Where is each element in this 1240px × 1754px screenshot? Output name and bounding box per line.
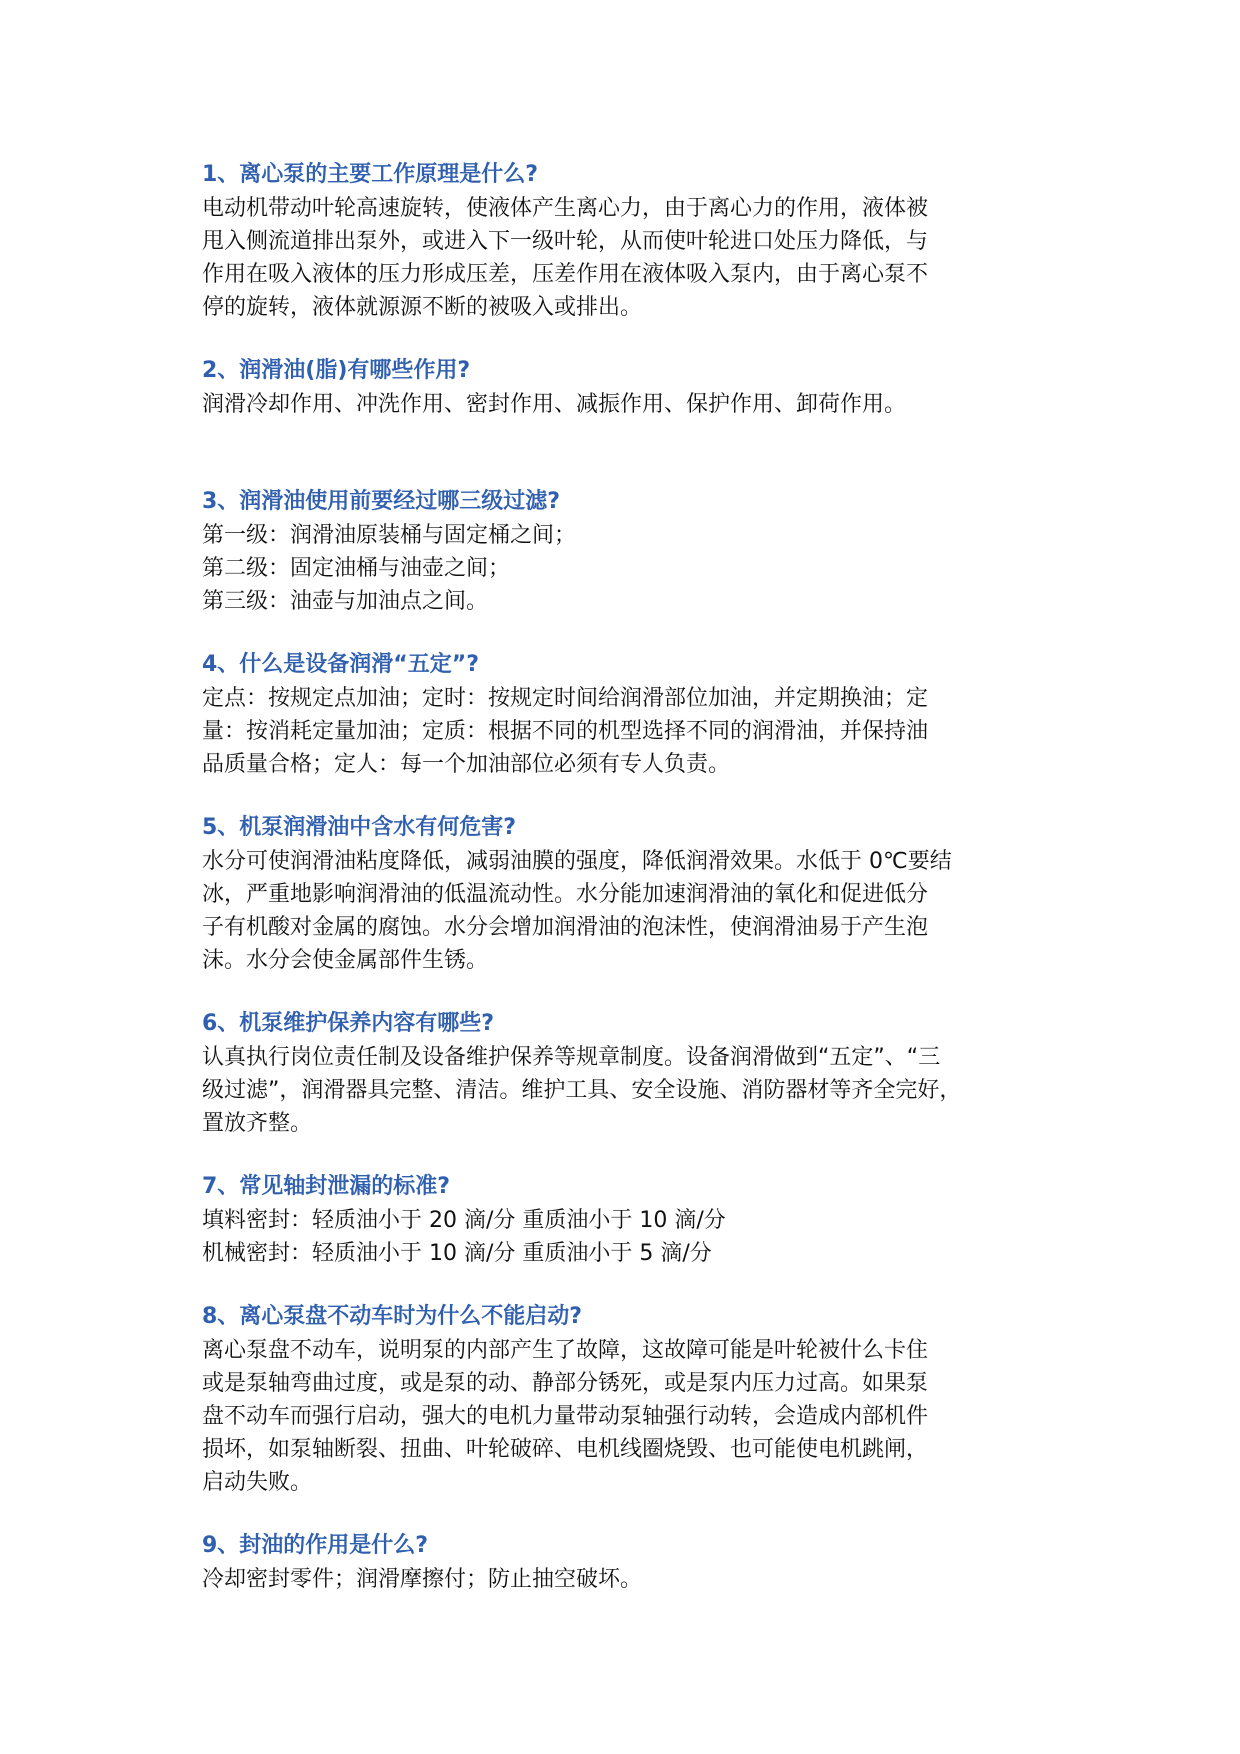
qa-item-1 xyxy=(202,158,1062,324)
answer-text xyxy=(202,388,1062,421)
answer-line: 量：按消耗定量加油；定质：根据不同的机型选择不同的润滑油，并保持油 xyxy=(202,719,929,744)
question-heading: 4、什么是设备润滑“五定”? xyxy=(202,652,479,677)
answer-line: 置放齐整。 xyxy=(202,1111,313,1136)
answer-line: 第一级：润滑油原装桶与固定桶之间； xyxy=(202,523,577,548)
question-heading: 3、润滑油使用前要经过哪三级过滤? xyxy=(202,489,561,514)
answer-line: 润滑冷却作用、冲洗作用、密封作用、减振作用、保护作用、卸荷作用。 xyxy=(202,392,907,417)
qa-item-7 xyxy=(202,1170,1062,1270)
question-heading: 9、封油的作用是什么? xyxy=(202,1533,429,1558)
answer-line: 认真执行岗位责任制及设备维护保养等规章制度。设备润滑做到“五定”、“三 xyxy=(202,1045,941,1070)
answer-line: 第三级：油壶与加油点之间。 xyxy=(202,589,489,614)
answer-line: 甩入侧流道排出泵外，或进入下一级叶轮，从而使叶轮进口处压力降低，与 xyxy=(202,229,929,254)
question-heading: 8、离心泵盘不动车时为什么不能启动? xyxy=(202,1304,583,1329)
answer-line: 沫。水分会使金属部件生锈。 xyxy=(202,948,489,973)
answer-line: 机械密封：轻质油小于 10 滴/分 重质油小于 5 滴/分 xyxy=(202,1241,712,1266)
question-heading: 5、机泵润滑油中含水有何危害? xyxy=(202,815,517,840)
qa-item-4 xyxy=(202,648,1062,781)
qa-item-5 xyxy=(202,811,1062,977)
qa-item-3 xyxy=(202,485,1062,618)
question-heading: 7、常见轴封泄漏的标准? xyxy=(202,1174,451,1199)
answer-text xyxy=(202,1563,1062,1596)
answer-text xyxy=(202,519,1062,618)
qa-item-9 xyxy=(202,1529,1062,1596)
question-heading: 2、润滑油(脂)有哪些作用? xyxy=(202,358,471,383)
answer-text xyxy=(202,192,1062,324)
qa-item-8 xyxy=(202,1300,1062,1499)
answer-line: 定点：按规定点加油；定时：按规定时间给润滑部位加油，并定期换油；定 xyxy=(202,686,929,711)
answer-text xyxy=(202,682,1062,781)
answer-text xyxy=(202,845,1062,977)
answer-line: 作用在吸入液体的压力形成压差，压差作用在液体吸入泵内，由于离心泵不 xyxy=(202,262,929,287)
answer-line: 子有机酸对金属的腐蚀。水分会增加润滑油的泡沫性，使润滑油易于产生泡 xyxy=(202,915,929,940)
answer-line: 电动机带动叶轮高速旋转，使液体产生离心力，由于离心力的作用，液体被 xyxy=(202,196,929,221)
answer-line: 或是泵轴弯曲过度，或是泵的动、静部分锈死，或是泵内压力过高。如果泵 xyxy=(202,1371,929,1396)
answer-line: 品质量合格；定人：每一个加油部位必须有专人负责。 xyxy=(202,752,731,777)
qa-item-2 xyxy=(202,354,1062,421)
answer-line: 水分可使润滑油粘度降低，减弱油膜的强度，降低润滑效果。水低于 0℃要结 xyxy=(202,849,952,874)
answer-line: 冰，严重地影响润滑油的低温流动性。水分能加速润滑油的氧化和促进低分 xyxy=(202,882,929,907)
qa-item-6 xyxy=(202,1007,1062,1140)
answer-text xyxy=(202,1334,1062,1499)
answer-line: 启动失败。 xyxy=(202,1470,313,1495)
answer-line: 第二级：固定油桶与油壶之间； xyxy=(202,556,511,581)
answer-line: 冷却密封零件；润滑摩擦付；防止抽空破坏。 xyxy=(202,1567,643,1592)
answer-line: 离心泵盘不动车，说明泵的内部产生了故障，这故障可能是叶轮被什么卡住 xyxy=(202,1338,929,1363)
answer-line: 停的旋转，液体就源源不断的被吸入或排出。 xyxy=(202,295,643,320)
answer-text xyxy=(202,1041,1062,1140)
answer-line: 损坏，如泵轴断裂、扭曲、叶轮破碎、电机线圈烧毁、也可能使电机跳闸， xyxy=(202,1437,929,1462)
answer-text xyxy=(202,1204,1062,1270)
question-heading: 1、离心泵的主要工作原理是什么? xyxy=(202,162,539,187)
answer-line: 盘不动车而强行启动，强大的电机力量带动泵轴强行动转，会造成内部机件 xyxy=(202,1404,929,1429)
answer-line: 填料密封：轻质油小于 20 滴/分 重质油小于 10 滴/分 xyxy=(202,1208,726,1233)
document-page xyxy=(202,158,1062,1596)
answer-line: 级过滤”，润滑器具完整、清洁。维护工具、安全设施、消防器材等齐全完好， xyxy=(202,1078,962,1103)
question-heading: 6、机泵维护保养内容有哪些? xyxy=(202,1011,495,1036)
